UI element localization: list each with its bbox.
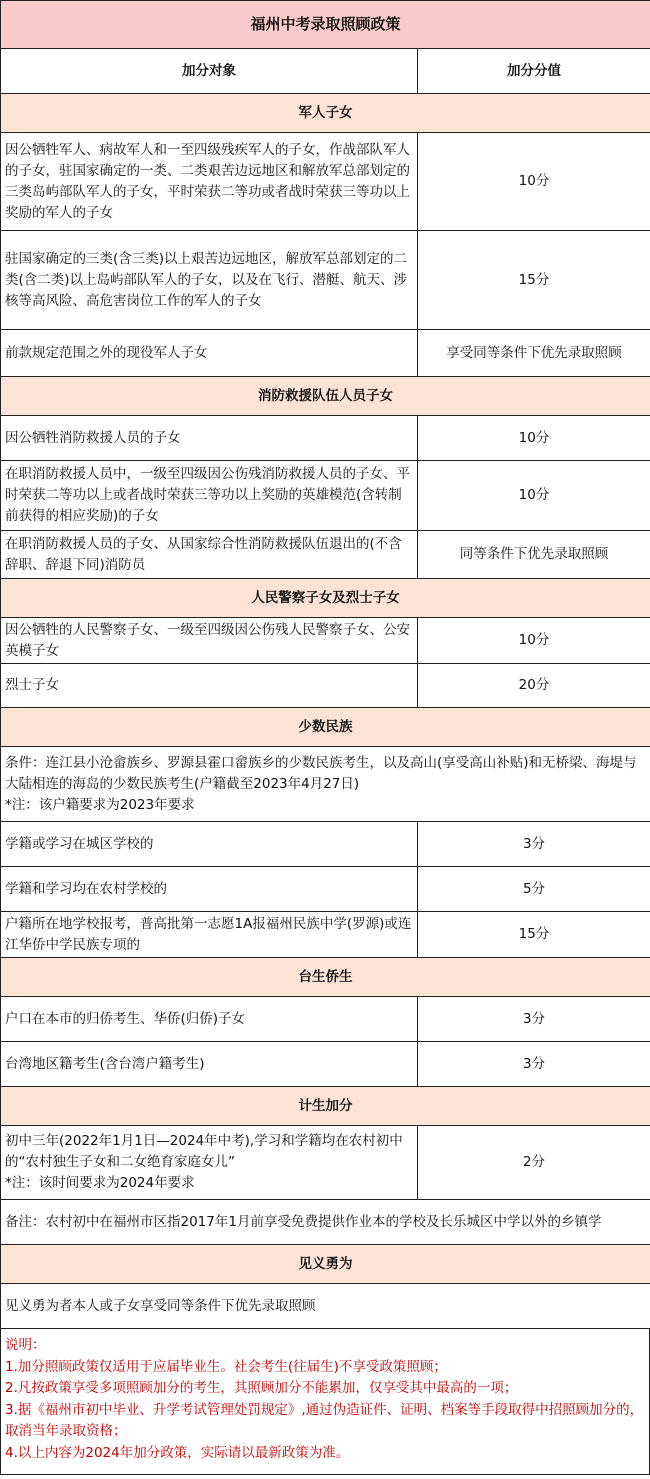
condition-text: 条件：连江县小沧畲族乡、罗源县霍口畲族乡的少数民族考生，以及高山(享受高山补贴)和无桥梁、海堤与大陆相连的海岛的少数民族考生(户籍截至2023年4月27日): [5, 754, 637, 792]
row-target: 因公牺牲的人民警察子女、一级至四级因公伤残人民警察子女、公安英模子女: [1, 618, 418, 664]
row-value: 3分: [418, 1042, 650, 1087]
row-target: 学籍或学习在城区学校的: [1, 822, 418, 867]
table-row: [1, 330, 650, 377]
bravery-text: 见义勇为者本人或子女享受同等条件下优先录取照顾: [1, 1284, 650, 1329]
note-item: 2.凡按政策享受多项照顾加分的考生，其照顾加分不能累加，仅享受其中最高的一项；: [5, 1380, 518, 1396]
table-row: [1, 133, 650, 231]
row-value: 3分: [418, 997, 650, 1042]
row-target: 因公牺牲军人、病故军人和一至四级残疾军人的子女，作战部队军人的子女，驻国家确定的一类、二类艰苦边远地区和解放军总部划定的三类岛屿部队军人的子女，平时荣获二等功或者战时荣获三等功以上奖励的军人的子女: [1, 133, 418, 231]
row-value: 10分: [418, 133, 650, 231]
row-target: 在职消防救援人员中，一级至四级因公伤残消防救援人员的子女、平时荣获二等功以上或者战时荣获三等功以上奖励的英雄模范(含转制前获得的相应奖励)的子女: [1, 461, 418, 531]
table-row: [1, 997, 650, 1042]
row-target: [1, 1126, 418, 1200]
family-target-note: *注：该时间要求为2024年要求: [5, 1175, 195, 1191]
row-target: 在职消防救援人员的子女、从国家综合性消防救援队伍退出的(不含辞职、辞退下同)消防员: [1, 531, 418, 579]
table-row: [1, 867, 650, 912]
row-value: 3分: [418, 822, 650, 867]
row-value: 10分: [418, 416, 650, 461]
table-row: [1, 822, 650, 867]
section-heading-fire: 消防救援队伍人员子女: [1, 377, 650, 416]
row-target: 前款规定范围之外的现役军人子女: [1, 330, 418, 377]
section-heading-bravery: 见义勇为: [1, 1245, 650, 1284]
table-row: [1, 531, 650, 579]
row-target: 驻国家确定的三类(含三类)以上艰苦边远地区，解放军总部划定的二类(含二类)以上岛屿部队军人的子女，以及在飞行、潜艇、航天、涉核等高风险、高危害岗位工作的军人的子女: [1, 231, 418, 330]
row-value: 20分: [418, 664, 650, 708]
row-value: 5分: [418, 867, 650, 912]
section-heading-family: 计生加分: [1, 1087, 650, 1126]
row-value: 10分: [418, 461, 650, 531]
table-row: [1, 618, 650, 664]
section-heading-overseas: 台生侨生: [1, 958, 650, 997]
family-target-text: 初中三年(2022年1月1日—2024年中考),学习和学籍均在农村初中的“农村独生子女和二女绝育家庭女儿”: [5, 1133, 403, 1170]
column-header-value: 加分分值: [418, 49, 650, 94]
condition-note: *注：该户籍要求为2023年要求: [5, 796, 195, 813]
row-value: 享受同等条件下优先录取照顾: [418, 330, 650, 377]
minority-condition: [1, 747, 650, 822]
family-remark-row: [1, 1200, 650, 1245]
table-row: [1, 416, 650, 461]
row-target: 因公牺牲消防救援人员的子女: [1, 416, 418, 461]
row-target: 学籍和学习均在农村学校的: [1, 867, 418, 912]
row-value: 10分: [418, 618, 650, 664]
section-heading-minority: 少数民族: [1, 708, 650, 747]
table-row: [1, 1284, 650, 1329]
table-row: [1, 461, 650, 531]
table-row: [1, 1126, 650, 1200]
table-row: [1, 664, 650, 708]
row-target: 户口在本市的归侨考生、华侨(归侨)子女: [1, 997, 418, 1042]
table-row: [1, 231, 650, 330]
notes-label: 说明：: [5, 1337, 46, 1353]
row-target: 户籍所在地学校报考，普高批第一志愿1A报福州民族中学(罗源)或连江华侨中学民族专项的: [1, 912, 418, 958]
row-value: 15分: [418, 231, 650, 330]
column-header-target: 加分对象: [1, 49, 418, 94]
row-value: 2分: [418, 1126, 650, 1200]
note-item: 1.加分照顾政策仅适用于应届毕业生。社会考生(往届生)不享受政策照顾；: [5, 1358, 447, 1375]
family-remark: 备注：农村初中在福州市区指2017年1月前享受免费提供作业本的学校及长乐城区中学以外的乡镇学: [1, 1200, 650, 1245]
row-value: 15分: [418, 912, 650, 958]
minority-condition-row: [1, 747, 650, 822]
note-item: 4.以上内容为2024年加分政策，实际请以最新政策为准。: [5, 1444, 350, 1461]
row-value: 同等条件下优先录取照顾: [418, 531, 650, 579]
section-heading-police: 人民警察子女及烈士子女: [1, 579, 650, 618]
page-title: 福州中考录取照顾政策: [1, 1, 650, 49]
row-target: 烈士子女: [1, 664, 418, 708]
section-heading-military: 军人子女: [1, 94, 650, 133]
row-target: 台湾地区籍考生(含台湾户籍考生): [1, 1042, 418, 1087]
note-item: 3.据《福州市初中毕业、升学考试管理处罚规定》,通过伪造证件、证明、档案等手段取得中招照顾加分的，取消当年录取资格；: [5, 1401, 644, 1439]
table-row: [1, 1042, 650, 1087]
table-row: [1, 912, 650, 958]
notes-box: [0, 1329, 650, 1475]
